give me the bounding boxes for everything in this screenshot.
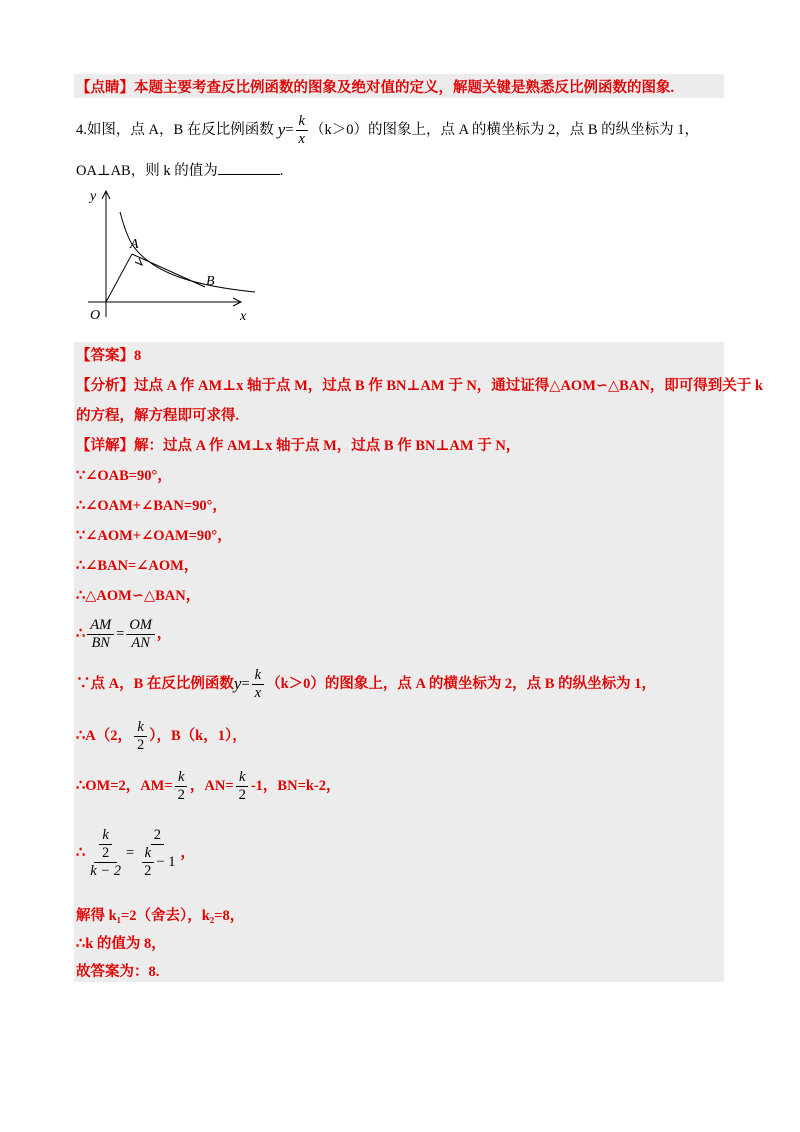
analysis-label: 【分析】: [76, 378, 134, 394]
length-an-num: k: [236, 769, 248, 787]
length-an-fraction: [236, 769, 249, 804]
equation-line: [76, 816, 195, 890]
equation-right-num: 2: [151, 827, 164, 845]
detail-line-4: ∵∠AOM+∠OAM=90°，: [76, 528, 232, 544]
detail-text-1: 解：过点 A 作 AM⊥x 轴于点 M，过点 B 作 BN⊥AM 于 N，: [134, 438, 521, 454]
equation-prefix: ∴: [76, 845, 86, 861]
equation-left-fraction: [87, 827, 124, 880]
result-line: ∴k 的值为 8，: [76, 936, 166, 952]
length-am-fraction: [175, 769, 188, 804]
ratio-den-1: BN: [91, 634, 110, 651]
question-func-y: y: [277, 120, 286, 139]
ratio-end: ，: [156, 626, 172, 642]
equation-eq: =: [125, 845, 135, 861]
answer-blank: [218, 160, 280, 175]
final-line: 故答案为：8.: [76, 964, 160, 980]
label-x: x: [240, 309, 247, 324]
coord-num: k: [134, 719, 146, 737]
equation-right-inner-den: 2: [144, 862, 152, 879]
equation-right-fraction: [136, 827, 178, 880]
label-a: A: [130, 237, 139, 252]
coord-fraction: [134, 719, 147, 754]
coord-suffix: ），B（k，1），: [149, 728, 247, 744]
condition-fraction: [252, 667, 264, 702]
condition-den: x: [254, 684, 262, 701]
segment-ab: [132, 254, 205, 287]
label-y: y: [90, 189, 97, 204]
length-am-den: 2: [177, 786, 185, 803]
question-condition: （k＞0）的图象上，点 A 的横坐标为 2，点 B 的纵坐标为 1，: [309, 122, 700, 138]
ratio-prefix: ∴: [76, 626, 86, 642]
condition-suffix: （k＞0）的图象上，点 A 的横坐标为 2，点 B 的纵坐标为 1，: [266, 676, 656, 692]
review-label: 【点睛】: [76, 80, 134, 96]
detail-line-6: ∴△AOM∽△BAN，: [76, 588, 201, 604]
coord-line: [76, 716, 247, 756]
ratio-den-2: AN: [131, 634, 150, 651]
hyperbola-figure: [80, 182, 260, 327]
detail-line-2: ∵∠OAB=90°，: [76, 468, 172, 484]
equation-left-inner-fraction: [99, 827, 112, 862]
question-func-num: k: [296, 113, 308, 131]
solve-line: 解得 k₁=2（舍去），k₂=8，: [76, 908, 245, 924]
condition-eq: =: [241, 676, 250, 692]
question-func-fraction: [296, 113, 308, 148]
length-am-num: k: [175, 769, 187, 787]
length-prefix: ∴OM=2，AM=: [76, 778, 173, 794]
answer-value: 8: [134, 348, 142, 364]
ratio-num-1: AM: [87, 617, 114, 635]
review-text: 本题主要考查反比例函数的图象及绝对值的定义，解题关键是熟悉反比例函数的图象.: [134, 80, 675, 96]
analysis-line-2: [76, 406, 239, 426]
coord-prefix: ∴A（2，: [76, 728, 132, 744]
question-line-2: [76, 160, 283, 181]
equation-right-den-tail: − 1: [156, 853, 176, 870]
condition-prefix: ∵点 A，B 在反比例函数: [76, 676, 234, 692]
ratio-fraction-2: [126, 617, 155, 652]
question-line2-text: OA⊥AB，则 k 的值为: [76, 163, 218, 179]
ratio-eq: =: [116, 626, 125, 642]
question-func-den: x: [298, 130, 305, 147]
equation-right-inner-num: k: [142, 845, 154, 863]
hyperbola-curve: [120, 212, 255, 292]
condition-num: k: [252, 667, 264, 685]
equation-right-inner-fraction: [141, 845, 154, 880]
equation-left-den: k − 2: [90, 862, 121, 879]
ratio-line: [76, 614, 171, 654]
answer-label: 【答案】: [76, 348, 134, 364]
label-b: B: [206, 274, 215, 289]
equation-right-den: [136, 845, 178, 880]
answer-line: [76, 346, 141, 366]
equation-left-inner-num: k: [99, 827, 111, 845]
equation-left-numerator: [94, 827, 117, 863]
analysis-text-2: 的方程，解方程即可求得.: [76, 408, 240, 424]
length-suffix: -1，BN=k-2，: [250, 778, 341, 794]
question-line-1: [76, 112, 699, 148]
equation-left-inner-den: 2: [101, 844, 110, 861]
condition-func-y: y: [233, 674, 242, 693]
label-o: O: [90, 308, 101, 323]
analysis-line-1: [76, 376, 763, 396]
review-line: [76, 78, 674, 98]
segment-oa: [106, 254, 132, 302]
condition-line: [76, 664, 656, 704]
length-an-den: 2: [238, 786, 246, 803]
ratio-num-2: OM: [126, 617, 155, 635]
question-line2-end: .: [279, 163, 284, 179]
analysis-text-1: 过点 A 作 AM⊥x 轴于点 M，过点 B 作 BN⊥AM 于 N，通过证得△AOM∽△BAN，即可得到关于 k: [134, 378, 763, 394]
right-angle-mark: [135, 258, 142, 265]
detail-line-3: ∴∠OAM+∠BAN=90°，: [76, 498, 227, 514]
length-line: [76, 766, 340, 806]
equation-end: ，: [180, 845, 195, 861]
coord-den: 2: [136, 736, 145, 753]
ratio-fraction-1: [87, 617, 114, 652]
detail-label: 【详解】: [76, 438, 134, 454]
detail-line-5: ∴∠BAN=∠AOM，: [76, 558, 199, 574]
length-mid: ，AN=: [189, 778, 234, 794]
detail-line-1: [76, 436, 520, 456]
question-prefix: 4.如图，点 A，B 在反比例函数: [76, 122, 274, 138]
question-func-eq: =: [285, 122, 294, 138]
